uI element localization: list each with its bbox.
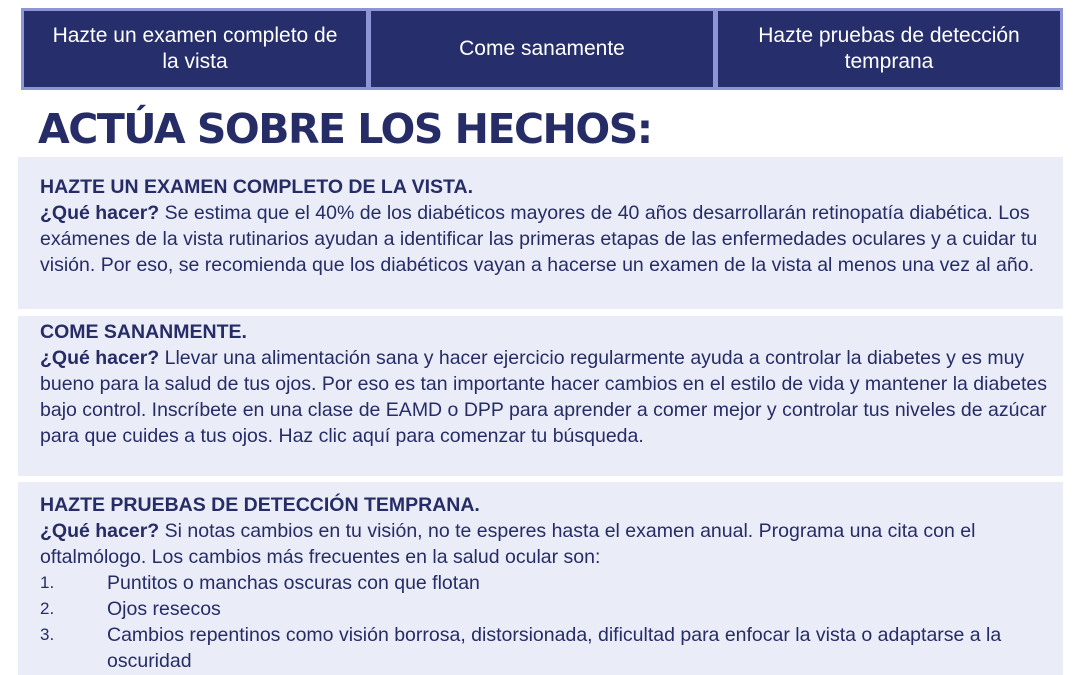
section-early-detection [18, 482, 1063, 675]
list-number: 2. [40, 599, 55, 618]
section-eye-exam [18, 157, 1063, 309]
list-item [40, 622, 1063, 674]
section-lead: ¿Qué hacer? [40, 202, 160, 224]
section-text: Se estima que el 40% de los diabéticos mayores de 40 años desarrollarán retinopatía diabética. Los exámenes de la vista rutinarios ayudan a identificar las primeras etapas de las enfermedades oculares y a cuidar tu visión. Por eso, se recomienda que los diabéticos vayan a hacerse un examen de la vista al menos una vez al año. [40, 202, 1038, 276]
section-body [40, 345, 1055, 449]
section-eat-healthy [18, 316, 1063, 476]
section-title: HAZTE PRUEBAS DE DETECCIÓN TEMPRANA. [40, 494, 480, 516]
section-title: COME SANANMENTE. [40, 321, 247, 343]
symptom-list [40, 570, 1063, 674]
nav-button-eat-healthy[interactable]: Come sanamente [371, 11, 713, 87]
section-text: Si notas cambios en tu visión, no te esperes hasta el examen anual. Programa una cita con el oftalmólogo. Los cambios más frecuentes en la salud ocular son: [40, 520, 976, 568]
list-number: 1. [40, 573, 55, 592]
nav-button-early-detection[interactable]: Hazte pruebas de detección temprana [718, 11, 1060, 87]
list-item [40, 570, 1063, 596]
section-text: Llevar una alimentación sana y hacer ejercicio regularmente ayuda a controlar la diabetes y es muy bueno para la salud de tus ojos. Por eso es tan importante hacer cambios en el estilo de vida y mantener la diabetes bajo control. Inscríbete en una clase de EAMD o DPP para aprender a comer mejor y controlar tus niveles de azúcar para que cuides a tus ojos. Haz clic aquí para comenzar tu búsqueda. [40, 347, 1048, 447]
nav-button-eye-exam[interactable]: Hazte un examen completo de la vista [24, 11, 366, 87]
section-body [40, 518, 1055, 570]
list-item [40, 596, 1063, 622]
list-text: Puntitos o manchas oscuras con que flotan [107, 572, 480, 594]
section-body [40, 200, 1055, 278]
section-title: HAZTE UN EXAMEN COMPLETO DE LA VISTA. [40, 176, 473, 198]
top-navigation [21, 8, 1063, 90]
section-lead: ¿Qué hacer? [40, 347, 160, 369]
list-number: 3. [40, 625, 55, 644]
section-lead: ¿Qué hacer? [40, 520, 160, 542]
list-text: Ojos resecos [107, 598, 221, 620]
list-text: Cambios repentinos como visión borrosa, distorsionada, dificultad para enfocar la vista o adaptarse a la oscuridad [107, 624, 1002, 672]
page-heading: ACTÚA SOBRE LOS HECHOS: [38, 105, 652, 153]
